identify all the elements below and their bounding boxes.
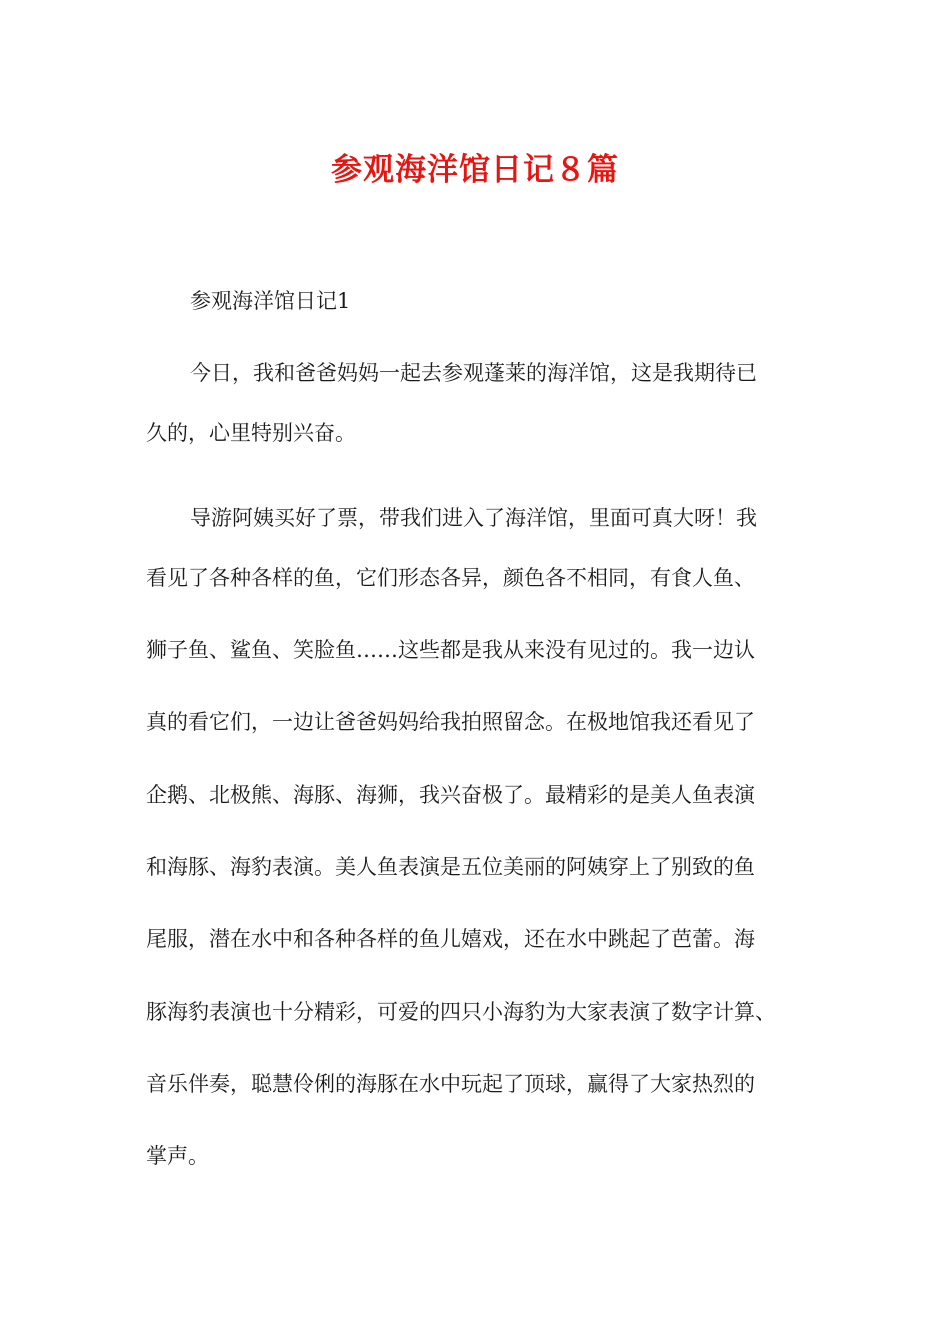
document-body (146, 277, 816, 1217)
text-line: 看见了各种各样的鱼，它们形态各异，颜色各不相同，有食人鱼、 (146, 565, 755, 590)
text-line: 企鹅、北极熊、海豚、海狮，我兴奋极了。最精彩的是美人鱼表演 (146, 782, 755, 807)
text-line: 和海豚、海豹表演。美人鱼表演是五位美丽的阿姨穿上了别致的鱼 (146, 855, 755, 880)
paragraph (146, 349, 816, 469)
text-line: 掌声。 (146, 1144, 209, 1169)
text-line: 豚海豹表演也十分精彩，可爱的四只小海豹为大家表演了数字计算、 (146, 999, 776, 1024)
paragraph (146, 494, 816, 1193)
document-title: 参观海洋馆日记８篇 (331, 152, 619, 188)
text-line: 参观海洋馆日记1 (190, 289, 351, 313)
text-line: 导游阿姨买好了票，带我们进入了海洋馆，里面可真大呀！我 (190, 505, 757, 530)
text-line: 今日，我和爸爸妈妈一起去参观蓬莱的海洋馆，这是我期待已 (190, 361, 757, 386)
section-heading (146, 277, 816, 325)
text-line: 狮子鱼、鲨鱼、笑脸鱼……这些都是我从来没有见过的。我一边认 (146, 638, 755, 663)
text-line: 真的看它们，一边让爸爸妈妈给我拍照留念。在极地馆我还看见了 (146, 710, 755, 735)
text-line: 音乐伴奏，聪慧伶俐的海豚在水中玩起了顶球，赢得了大家热烈的 (146, 1071, 755, 1096)
text-line: 尾服，潜在水中和各种各样的鱼儿嬉戏，还在水中跳起了芭蕾。海 (146, 927, 755, 952)
text-line: 久的，心里特别兴奋。 (146, 421, 356, 446)
